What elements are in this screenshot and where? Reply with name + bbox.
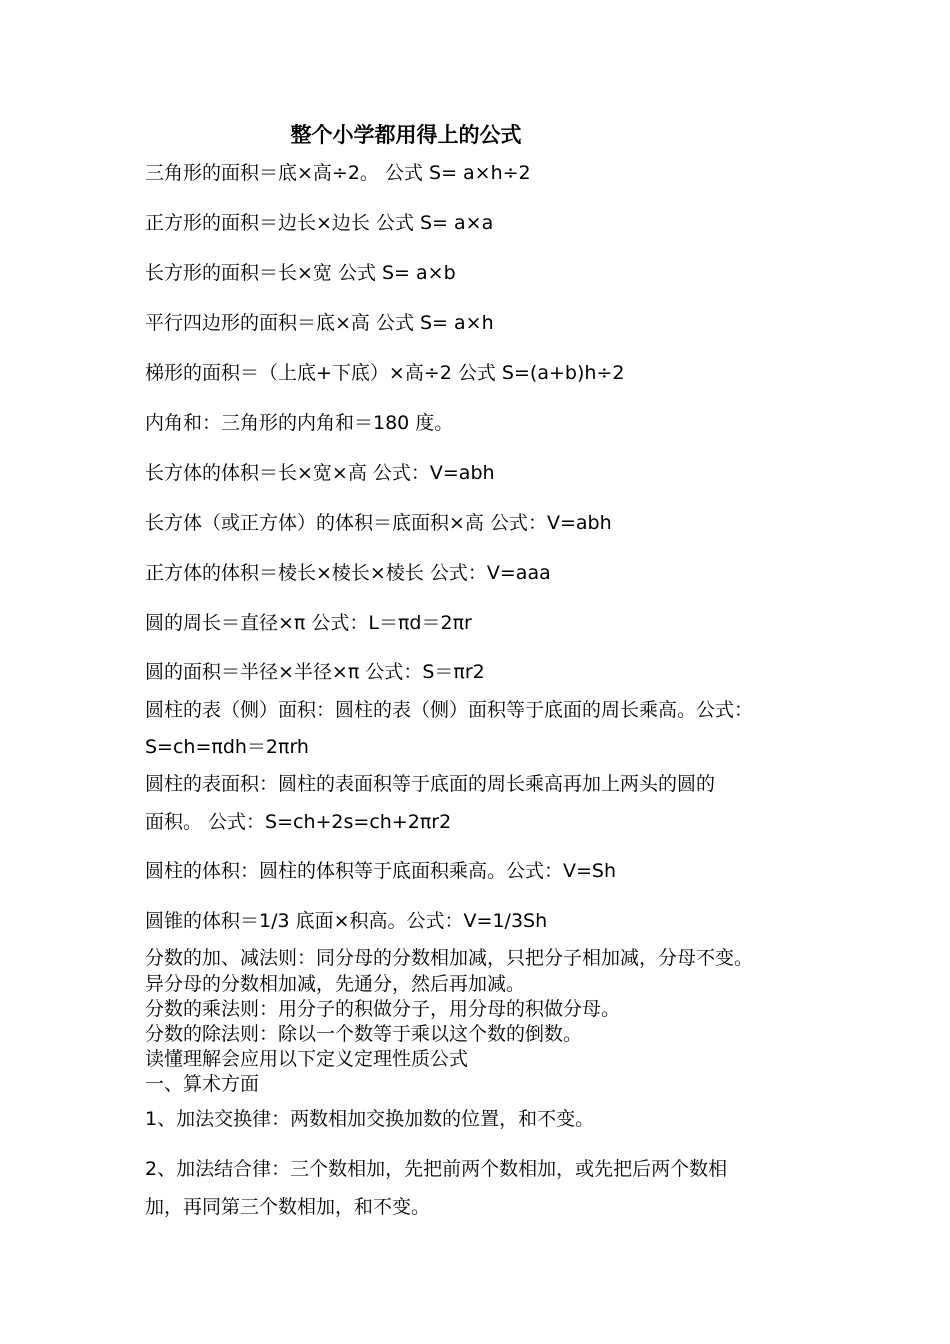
formula-cylinder-lateral-area: 圆柱的表（侧）面积：圆柱的表（侧）面积等于底面的周长乘高。公式：	[145, 699, 754, 721]
law-addition-commutative: 1、加法交换律：两数相加交换加数的位置，和不变。	[145, 1108, 595, 1130]
formula-trapezoid-area: 梯形的面积＝（上底+下底）×高÷2 公式 S=(a+b)h÷2	[145, 362, 625, 384]
law-addition-associative-continued: 加，再同第三个数相加，和不变。	[145, 1196, 431, 1218]
formula-cuboid-cube-volume: 长方体（或正方体）的体积＝底面积×高 公式：V=abh	[145, 512, 612, 534]
formula-cylinder-lateral-area-equation: S=ch=πdh＝2πrh	[145, 736, 309, 758]
page-title: 整个小学都用得上的公式	[290, 122, 522, 147]
rule-fraction-multiply: 分数的乘法则：用分子的积做分子，用分母的积做分母。	[145, 998, 621, 1020]
formula-square-area: 正方形的面积＝边长×边长 公式 S= a×a	[145, 212, 494, 234]
section-intro: 读懂理解会应用以下定义定理性质公式	[145, 1048, 469, 1070]
formula-cylinder-volume: 圆柱的体积：圆柱的体积等于底面积乘高。公式：V=Sh	[145, 860, 617, 882]
formula-cylinder-surface-area: 圆柱的表面积：圆柱的表面积等于底面的周长乘高再加上两头的圆的	[145, 773, 716, 795]
formula-circle-circumference: 圆的周长＝直径×π 公式：L＝πd＝2πr	[145, 612, 472, 634]
formula-cone-volume: 圆锥的体积＝1/3 底面×积高。公式：V=1/3Sh	[145, 910, 548, 932]
rule-fraction-add-subtract: 分数的加、减法则：同分母的分数相加减，只把分子相加减，分母不变。	[145, 947, 754, 969]
formula-parallelogram-area: 平行四边形的面积＝底×高 公式 S= a×h	[145, 312, 494, 334]
formula-cylinder-surface-area-equation: 面积。 公式：S=ch+2s=ch+2πr2	[145, 811, 452, 833]
rule-fraction-divide: 分数的除法则：除以一个数等于乘以这个数的倒数。	[145, 1023, 583, 1045]
formula-circle-area: 圆的面积＝半径×半径×π 公式：S＝πr2	[145, 661, 485, 683]
formula-cuboid-volume: 长方体的体积＝长×宽×高 公式：V=abh	[145, 462, 495, 484]
law-addition-associative: 2、加法结合律：三个数相加，先把前两个数相加，或先把后两个数相	[145, 1158, 728, 1180]
section-heading-arithmetic: 一、算术方面	[145, 1073, 260, 1095]
formula-cube-volume: 正方体的体积＝棱长×棱长×棱长 公式：V=aaa	[145, 562, 551, 584]
formula-triangle-area: 三角形的面积＝底×高÷2。 公式 S= a×h÷2	[145, 162, 531, 184]
rule-fraction-unlike-denominators: 异分母的分数相加减，先通分，然后再加减。	[145, 973, 526, 995]
formula-interior-angle: 内角和：三角形的内角和＝180 度。	[145, 412, 454, 434]
formula-rectangle-area: 长方形的面积＝长×宽 公式 S= a×b	[145, 262, 456, 284]
